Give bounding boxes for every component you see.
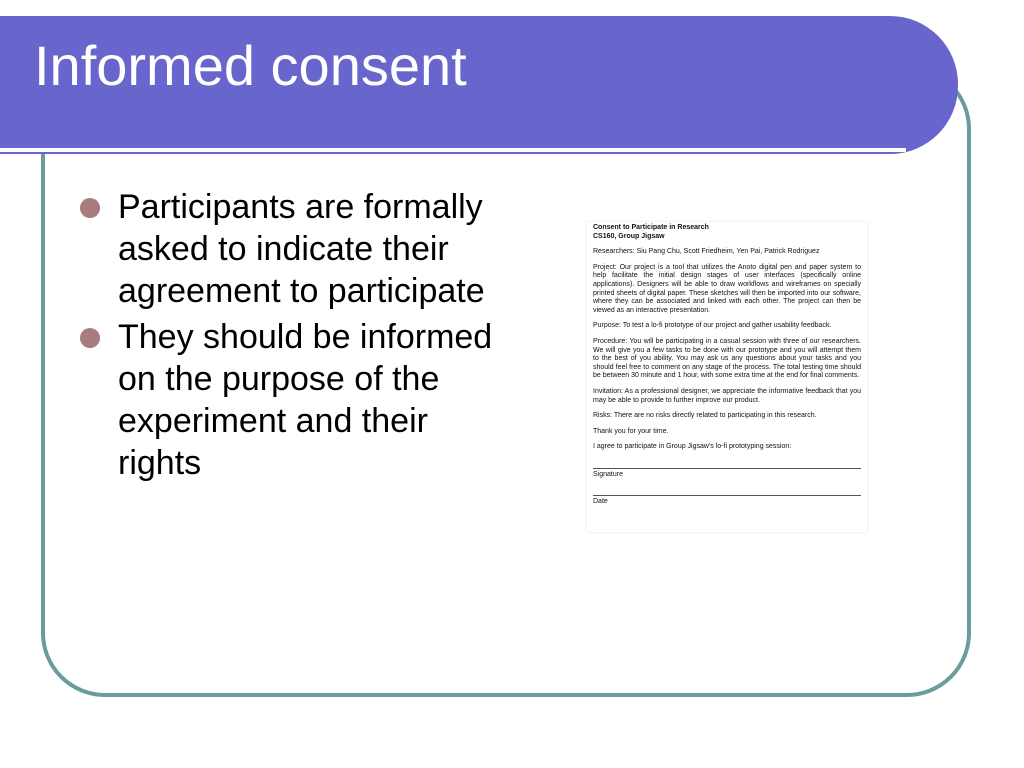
bullet-text: They should be informed on the purpose of the experiment and their rights — [118, 318, 493, 482]
consent-agreement: I agree to participate in Group Jigsaw's lo-fi prototyping session: — [593, 443, 792, 451]
title-underline — [0, 148, 906, 152]
bullet-dot-icon — [80, 328, 100, 348]
consent-project: Project: Our project is a tool that utilizes the Anoto digital pen and paper system to help facilitate the initial design stages of user interfaces (specifically online applications). Designers will be able to draw workflows and wireframes on specially printed sheets of digital paper. These sketches will then be imported into our software, where they can be associated and linked with each other. The project can then be viewed as an interactive presentation. — [593, 263, 861, 314]
consent-subheading: CS160, Group Jigsaw — [593, 232, 665, 240]
consent-invitation: Invitation: As a professional designer, we appreciate the informative feedback that you may be able to provide to further improve our product. — [593, 387, 861, 404]
bullet-dot-icon — [80, 198, 100, 218]
bullet-list — [78, 186, 498, 488]
bullet-item — [78, 186, 498, 312]
consent-form-image — [587, 222, 867, 532]
consent-researchers: Researchers: Siu Pang Chu, Scott Friedheim, Yen Pai, Patrick Rodriguez — [593, 248, 820, 256]
consent-procedure: Procedure: You will be participating in a casual session with three of our researchers. We will give you a few tasks to be done with our prototype and you will attempt them to the best of you ability. You may ask us any questions about your tasks and you should feel free to comment on any stage of the process. The total testing time should be between 30 minute and 1 hour, with some extra time at the end for final comments. — [593, 337, 861, 380]
consent-purpose: Purpose: To test a lo-fi prototype of our project and gather usability feedback. — [593, 322, 832, 330]
consent-risks: Risks: There are no risks directly related to participating in this research. — [593, 412, 817, 420]
slide-title: Informed consent — [34, 34, 467, 97]
consent-heading: Consent to Participate in Research — [593, 224, 709, 231]
bullet-text: Participants are formally asked to indicate their agreement to participate — [118, 188, 485, 310]
consent-thanks: Thank you for your time. — [593, 427, 669, 435]
bullet-item — [78, 316, 498, 484]
date-line: Date — [593, 495, 861, 507]
signature-line: Signature — [593, 468, 861, 480]
